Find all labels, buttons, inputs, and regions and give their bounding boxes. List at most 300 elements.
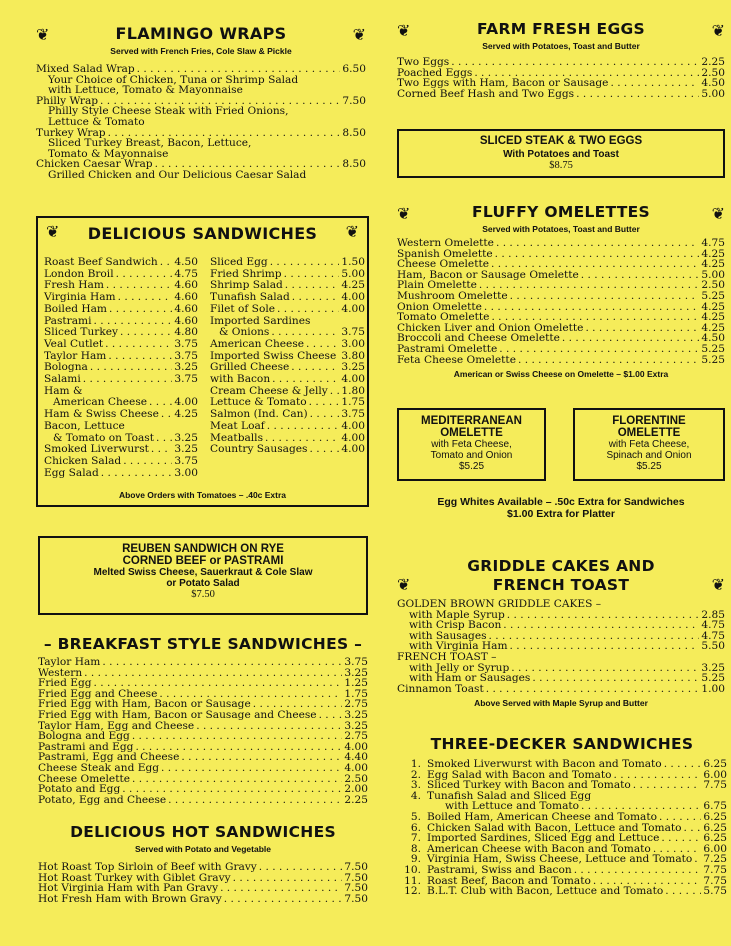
griddle-section xyxy=(397,557,725,708)
leader-dots xyxy=(509,641,699,652)
item-price: 4.60 xyxy=(174,314,198,327)
item-price: 3.25 xyxy=(344,666,368,679)
item-name: Fresh Ham xyxy=(44,279,104,292)
item-price: 4.00 xyxy=(344,740,368,753)
item-price: 4.00 xyxy=(341,373,365,386)
item-name: with Lettuce, Tomato & Mayonnaise xyxy=(48,84,243,97)
florentine-box xyxy=(573,408,725,481)
menu-item-row xyxy=(397,865,727,876)
item-price: 7.50 xyxy=(344,882,368,895)
item-name: Imported Swiss Cheese xyxy=(210,349,337,362)
item-price: 4.60 xyxy=(174,291,198,304)
steak-box xyxy=(397,129,725,178)
item-price: 3.75 xyxy=(174,337,198,350)
item-price: 4.00 xyxy=(341,419,365,432)
ornament-icon: ❦ xyxy=(711,575,725,594)
item-name: Feta Cheese Omelette xyxy=(397,353,516,366)
leader-dots xyxy=(694,854,701,865)
leader-dots xyxy=(319,710,343,721)
item-name: Meat Loaf xyxy=(210,419,265,432)
item-price: 4.40 xyxy=(344,751,368,764)
leader-dots xyxy=(220,883,342,894)
item-name: Bologna xyxy=(44,361,88,374)
section-title-line2: FRENCH TOAST xyxy=(492,576,630,594)
reuben-line1: REUBEN SANDWICH ON RYE xyxy=(122,543,284,555)
item-price: 4.75 xyxy=(701,237,725,249)
item-name: Taylor Ham xyxy=(38,656,101,668)
item-price: 7.75 xyxy=(703,779,727,792)
med-line1: MEDITERRANEAN xyxy=(421,415,522,427)
item-name: American Cheese with Bacon and Tomato xyxy=(427,842,651,855)
item-price: 3.00 xyxy=(341,337,365,350)
item-price: 1.00 xyxy=(701,682,725,695)
menu-item-row xyxy=(210,339,365,351)
item-price: 6.25 xyxy=(703,832,727,845)
item-name: FRENCH TOAST – xyxy=(397,650,497,663)
item-price: 4.50 xyxy=(174,256,198,268)
ornament-icon: ❦ xyxy=(352,25,366,44)
item-name: Taylor Ham, Egg and Cheese xyxy=(38,719,195,732)
item-name: Bacon, Lettuce xyxy=(44,419,125,432)
item-name: Sliced Turkey with Bacon and Tomato xyxy=(427,779,631,792)
item-name: Virginia Ham xyxy=(44,291,116,304)
menu-item-row xyxy=(397,238,725,249)
item-price: 4.25 xyxy=(701,258,725,271)
item-number: 3. xyxy=(410,779,421,792)
item-price: 4.80 xyxy=(174,326,198,339)
item-price: 3.25 xyxy=(701,661,725,674)
item-name: with Maple Syrup xyxy=(409,608,505,621)
ornament-icon: ❦ xyxy=(397,204,411,223)
breakfast-section xyxy=(38,635,368,805)
item-name: Tomato Omelette xyxy=(397,311,490,324)
item-price: 7.50 xyxy=(344,892,368,905)
leader-dots xyxy=(118,292,173,304)
leader-dots xyxy=(633,780,702,791)
item-name: Potato, Egg and Cheese xyxy=(38,793,167,806)
flamingo-section xyxy=(36,24,366,181)
leader-dots xyxy=(285,280,340,292)
item-name: Chicken Salad xyxy=(44,454,122,467)
item-list-left xyxy=(44,257,198,479)
reuben-line4: or Potato Salad xyxy=(166,578,240,589)
hot-section xyxy=(38,823,368,904)
leader-dots xyxy=(168,795,342,806)
leader-dots xyxy=(270,257,340,269)
item-number: 11. xyxy=(404,874,421,887)
item-price: 1.80 xyxy=(341,384,365,397)
item-number: 9. xyxy=(410,853,421,866)
item-name: Tunafish Salad xyxy=(210,291,290,304)
ornament-icon: ❦ xyxy=(397,575,411,594)
item-name: Broccoli and Cheese Omelette xyxy=(397,332,560,345)
item-name: Cheese Omelette xyxy=(397,258,489,271)
item-price: 7.50 xyxy=(344,871,368,884)
reuben-line3: Melted Swiss Cheese, Sauerkraut & Cole Slaw xyxy=(93,567,313,578)
leader-dots xyxy=(132,731,343,742)
menu-item-row xyxy=(38,710,368,721)
item-name: Meatballs xyxy=(210,431,263,444)
item-name: Hot Virginia Ham with Pan Gravy xyxy=(38,882,219,895)
leader-dots xyxy=(151,444,172,456)
leader-dots xyxy=(272,374,339,386)
menu-item-row xyxy=(210,257,365,269)
item-name: Chicken Caesar Wrap xyxy=(36,158,153,171)
item-name: Fried Egg with Ham, Bacon or Sausage xyxy=(38,698,251,711)
item-name: Philly Style Cheese Steak with Fried Onions, xyxy=(48,105,289,118)
leader-dots xyxy=(108,351,172,363)
item-name: Mixed Salad Wrap xyxy=(36,63,135,75)
menu-item-row xyxy=(210,444,365,456)
leader-dots xyxy=(503,620,699,631)
item-name: Fried Egg with Ham, Bacon or Sausage and Cheese xyxy=(38,708,317,721)
item-price: 6.25 xyxy=(703,810,727,823)
item-name: Salami xyxy=(44,373,81,386)
item-name: Cheese Steak and Egg xyxy=(38,761,160,774)
item-name: Pastrami and Egg xyxy=(38,740,134,753)
item-price: 2.50 xyxy=(701,279,725,292)
section-title: FARM FRESH EGGS xyxy=(477,20,645,38)
item-price: 4.25 xyxy=(701,311,725,324)
med-line4: Tomato and Onion xyxy=(430,450,513,461)
ornament-icon: ❦ xyxy=(36,25,50,44)
reuben-box xyxy=(38,536,368,615)
leader-dots xyxy=(109,304,172,316)
item-price: 3.75 xyxy=(174,373,198,386)
leader-dots xyxy=(161,763,342,774)
leader-dots xyxy=(330,386,340,398)
item-name: Ham, Bacon or Sausage Omelette xyxy=(397,268,579,281)
leader-dots xyxy=(576,89,699,100)
item-number: 7. xyxy=(410,832,421,845)
ornament-icon: ❦ xyxy=(397,21,411,40)
leader-dots xyxy=(196,721,342,732)
egg-whites-line2: $1.00 Extra for Platter xyxy=(507,508,615,520)
item-name: Smoked Liverwurst xyxy=(44,443,149,456)
item-name: GOLDEN BROWN GRIDDLE CAKES – xyxy=(397,598,602,610)
item-price: 3.00 xyxy=(174,466,198,479)
right-column xyxy=(372,0,731,946)
flo-line2: OMELETTE xyxy=(617,427,681,439)
item-name: Chicken Salad with Bacon, Lettuce and Tomato xyxy=(427,821,682,834)
leader-dots xyxy=(137,64,341,75)
leader-dots xyxy=(532,673,699,684)
item-price: 6.25 xyxy=(703,758,727,770)
item-name: Veal Cutlet xyxy=(44,337,104,350)
reuben-line2: CORNED BEEF or PASTRAMI xyxy=(122,555,284,567)
item-name: Salmon (Ind. Can) xyxy=(210,408,308,421)
item-price: 2.00 xyxy=(344,783,368,796)
item-price: 4.75 xyxy=(701,629,725,642)
menu-item-row xyxy=(397,291,725,302)
menu-item-row xyxy=(44,456,198,468)
leader-dots xyxy=(90,362,173,374)
item-list xyxy=(38,862,368,904)
item-price: 7.25 xyxy=(703,853,727,866)
item-list xyxy=(397,599,725,694)
section-title: DELICIOUS HOT SANDWICHES xyxy=(70,823,336,841)
item-name: Ham & xyxy=(44,384,83,397)
item-price: 1.75 xyxy=(344,687,368,700)
leader-dots xyxy=(101,468,173,480)
item-name: Sliced Turkey xyxy=(44,326,119,339)
item-name: Boiled Ham, American Cheese and Tomato xyxy=(427,810,657,823)
steak-line1: SLICED STEAK & TWO EGGS xyxy=(479,135,643,147)
item-name: Egg Salad with Bacon and Tomato xyxy=(427,768,612,781)
item-number: 6. xyxy=(410,821,421,834)
item-name: Onion Omelette xyxy=(397,300,482,313)
item-name: Fried Egg and Cheese xyxy=(38,687,158,700)
item-price: 2.75 xyxy=(344,730,368,743)
leader-dots xyxy=(102,657,342,668)
menu-item-row xyxy=(38,894,368,905)
item-name: Pastrami, Egg and Cheese xyxy=(38,751,180,764)
menu-item-row xyxy=(44,421,198,433)
item-price: 4.60 xyxy=(174,279,198,292)
leader-dots xyxy=(292,292,340,304)
item-name: Cheese Omelette xyxy=(38,772,130,785)
menu-item-row xyxy=(397,57,725,68)
item-name: & Onions xyxy=(219,326,270,339)
item-name: Your Choice of Chicken, Tuna or Shrimp Salad xyxy=(48,73,299,86)
item-name: Western xyxy=(38,666,83,679)
menu-item-row xyxy=(44,468,198,480)
item-price: 4.50 xyxy=(701,332,725,345)
menu-item-row xyxy=(210,374,365,386)
item-price: 3.75 xyxy=(341,408,365,421)
reuben-price: $7.50 xyxy=(191,589,215,600)
menu-item-row xyxy=(210,304,365,316)
ornament-icon: ❦ xyxy=(711,21,725,40)
item-price: 4.25 xyxy=(174,408,198,421)
item-name: Corned Beef Hash and Two Eggs xyxy=(397,87,575,100)
menu-item-row xyxy=(36,117,366,128)
item-price: 5.00 xyxy=(701,87,725,100)
item-name: Virginia Ham, Swiss Cheese, Lettuce and Tomato xyxy=(427,853,693,866)
item-name: Tunafish Salad and Sliced Egg xyxy=(427,789,592,802)
menu-item-row xyxy=(397,344,725,355)
item-name: Grilled Chicken and Our Delicious Caesar Salad xyxy=(48,168,307,181)
item-name: B.L.T. Club with Bacon, Lettuce and Tomato xyxy=(427,885,664,898)
item-name: Spanish Omelette xyxy=(397,247,493,260)
item-price: 2.50 xyxy=(701,66,725,79)
leader-dots xyxy=(499,344,699,355)
item-list xyxy=(397,759,727,897)
item-price: 4.25 xyxy=(701,300,725,313)
item-price: 3.80 xyxy=(341,349,365,362)
item-name: with Ham or Sausages xyxy=(409,672,531,685)
menu-item-row xyxy=(44,339,198,351)
leader-dots xyxy=(581,270,700,281)
leader-dots xyxy=(259,862,343,873)
item-name: Ham & Swiss Cheese xyxy=(44,408,159,421)
leader-dots xyxy=(610,78,699,89)
leader-dots xyxy=(309,444,339,456)
item-price: 2.85 xyxy=(701,608,725,621)
item-price: 7.50 xyxy=(344,861,368,873)
flo-line1: FLORENTINE xyxy=(612,415,686,427)
leader-dots xyxy=(224,894,343,905)
leader-dots xyxy=(661,833,701,844)
item-price: 4.75 xyxy=(174,267,198,280)
item-name: American Cheese xyxy=(210,337,305,350)
menu-item-row xyxy=(397,599,725,610)
item-price: 3.25 xyxy=(344,708,368,721)
flo-line4: Spinach and Onion xyxy=(606,450,692,461)
leader-dots xyxy=(132,774,342,785)
item-name: Boiled Ham xyxy=(44,302,107,315)
item-name: Imported Sardines, Sliced Egg and Lettuce xyxy=(427,832,660,845)
item-price: 2.25 xyxy=(344,793,368,806)
leader-dots xyxy=(306,339,339,351)
item-price: 6.00 xyxy=(703,842,727,855)
item-price: 6.75 xyxy=(703,800,727,813)
item-list xyxy=(36,64,366,181)
item-number: 10. xyxy=(404,863,421,876)
item-price: 4.60 xyxy=(174,302,198,315)
section-subtitle: Served with Potato and Vegetable xyxy=(134,844,272,854)
leader-dots xyxy=(574,865,702,876)
leader-dots xyxy=(84,668,342,679)
section-note: American or Swiss Cheese on Omelette – $1.00 Extra xyxy=(453,369,669,380)
menu-item-row xyxy=(397,355,725,366)
item-price: 3.25 xyxy=(344,719,368,732)
item-number: 4. xyxy=(410,789,421,802)
item-name: Cinnamon Toast xyxy=(397,682,484,695)
leader-dots xyxy=(83,374,173,386)
flo-price: $5.25 xyxy=(636,461,662,472)
item-price: 5.25 xyxy=(701,342,725,355)
section-note: Above Orders with Tomatoes – .40c Extra xyxy=(118,490,287,500)
section-title: THREE-DECKER SANDWICHES xyxy=(430,735,694,753)
menu-item-row xyxy=(397,89,725,100)
section-title: – BREAKFAST STYLE SANDWICHES – xyxy=(43,635,363,653)
leader-dots xyxy=(507,610,700,621)
item-name: Mushroom Omelette xyxy=(397,289,508,302)
mediterranean-box xyxy=(397,408,546,481)
med-line2: OMELETTE xyxy=(440,427,503,439)
item-name: Plain Omelette xyxy=(397,279,477,292)
menu-item-row xyxy=(397,759,727,770)
item-list xyxy=(397,57,725,99)
leader-dots xyxy=(291,362,339,374)
item-name: Hot Roast Top Sirloin of Beef with Gravy xyxy=(38,861,257,873)
menu-item-row xyxy=(397,684,725,695)
item-name: with Virginia Ham xyxy=(409,640,508,653)
item-price: 5.25 xyxy=(701,672,725,685)
med-price: $5.25 xyxy=(458,461,485,472)
item-name: Egg Salad xyxy=(44,466,99,479)
section-title-line1: GRIDDLE CAKES AND xyxy=(467,557,655,575)
menu-item-row xyxy=(397,812,727,823)
item-price: 3.75 xyxy=(174,349,198,362)
item-name: with Jelly or Syrup xyxy=(409,661,510,674)
leader-dots xyxy=(518,355,699,366)
menu-item-row xyxy=(36,170,366,181)
item-price: 7.50 xyxy=(342,94,366,107)
item-number: 1. xyxy=(410,758,421,770)
item-name: Tomato & Mayonnaise xyxy=(48,147,169,160)
leader-dots xyxy=(562,333,700,344)
item-name: Lettuce & Tomato xyxy=(48,115,145,128)
item-price: 5.50 xyxy=(701,640,725,653)
leader-dots xyxy=(267,421,340,433)
item-price: 2.50 xyxy=(344,772,368,785)
ornament-icon: ❦ xyxy=(345,222,359,241)
eggs-section xyxy=(397,20,725,99)
item-price: 2.75 xyxy=(344,698,368,711)
section-subtitle: Served with Potatoes, Toast and Butter xyxy=(482,224,640,234)
leader-dots xyxy=(510,291,700,302)
item-name: Country Sausages xyxy=(210,443,308,456)
item-name: Pastrami Omelette xyxy=(397,342,498,355)
item-name: with Crisp Bacon xyxy=(409,619,502,632)
omelettes-section xyxy=(397,203,725,379)
leader-dots xyxy=(659,812,701,823)
leader-dots xyxy=(495,249,700,260)
item-price: 1.25 xyxy=(344,677,368,690)
item-price: 1.50 xyxy=(341,256,365,268)
leader-dots xyxy=(479,280,700,291)
item-price: 3.75 xyxy=(174,454,198,467)
leader-dots xyxy=(116,269,173,281)
item-price: 3.75 xyxy=(341,326,365,339)
three-decker-section xyxy=(397,735,727,897)
flo-line3: with Feta Cheese, xyxy=(608,439,690,450)
menu-item-row xyxy=(36,64,366,75)
item-price: 5.00 xyxy=(701,268,725,281)
section-subtitle: Served with Potatoes, Toast and Butter xyxy=(482,41,640,51)
item-name: with Sausages xyxy=(409,629,487,642)
section-note: Above Served with Maple Syrup and Butter xyxy=(474,698,648,709)
breakfast-title: BREAKFAST STYLE SANDWICHES xyxy=(57,635,349,653)
item-price: 2.25 xyxy=(701,56,725,68)
item-name: Taylor Ham xyxy=(44,349,107,362)
item-name: & Tomato on Toast xyxy=(53,431,154,444)
menu-item-row xyxy=(397,886,727,897)
med-line3: with Feta Cheese, xyxy=(431,439,512,450)
item-name: Potato and Egg xyxy=(38,783,121,796)
item-price: 4.00 xyxy=(341,302,365,315)
item-name: Lettuce & Tomato xyxy=(210,396,307,409)
item-name: American Cheese xyxy=(53,396,148,409)
item-name: Pastrami xyxy=(44,314,92,327)
item-name: Two Eggs with Ham, Bacon or Sausage xyxy=(397,77,609,90)
item-name: Shrimp Salad xyxy=(210,279,283,292)
menu-item-row xyxy=(210,421,365,433)
item-price: 4.25 xyxy=(701,247,725,260)
item-price: 3.25 xyxy=(174,443,198,456)
item-name: Western Omelette xyxy=(397,237,494,249)
item-number: 5. xyxy=(410,810,421,823)
section-title: FLAMINGO WRAPS xyxy=(115,24,287,43)
delicious-sandwiches-box xyxy=(36,216,369,507)
item-price: 4.00 xyxy=(341,443,365,456)
item-name: London Broil xyxy=(44,267,114,280)
menu-item-row xyxy=(44,304,198,316)
leader-dots xyxy=(684,823,702,834)
item-name: Roast Beef, Bacon and Tomato xyxy=(427,874,591,887)
leader-dots xyxy=(310,409,340,421)
menu-item-row xyxy=(397,652,725,663)
leader-dots xyxy=(160,257,173,269)
leader-dots xyxy=(585,323,699,334)
egg-whites-note xyxy=(397,496,725,520)
item-name: with Bacon xyxy=(210,373,271,386)
item-name: Sliced Egg xyxy=(210,256,268,268)
item-name: Imported Sardines xyxy=(210,314,311,327)
item-price: 4.25 xyxy=(701,321,725,334)
